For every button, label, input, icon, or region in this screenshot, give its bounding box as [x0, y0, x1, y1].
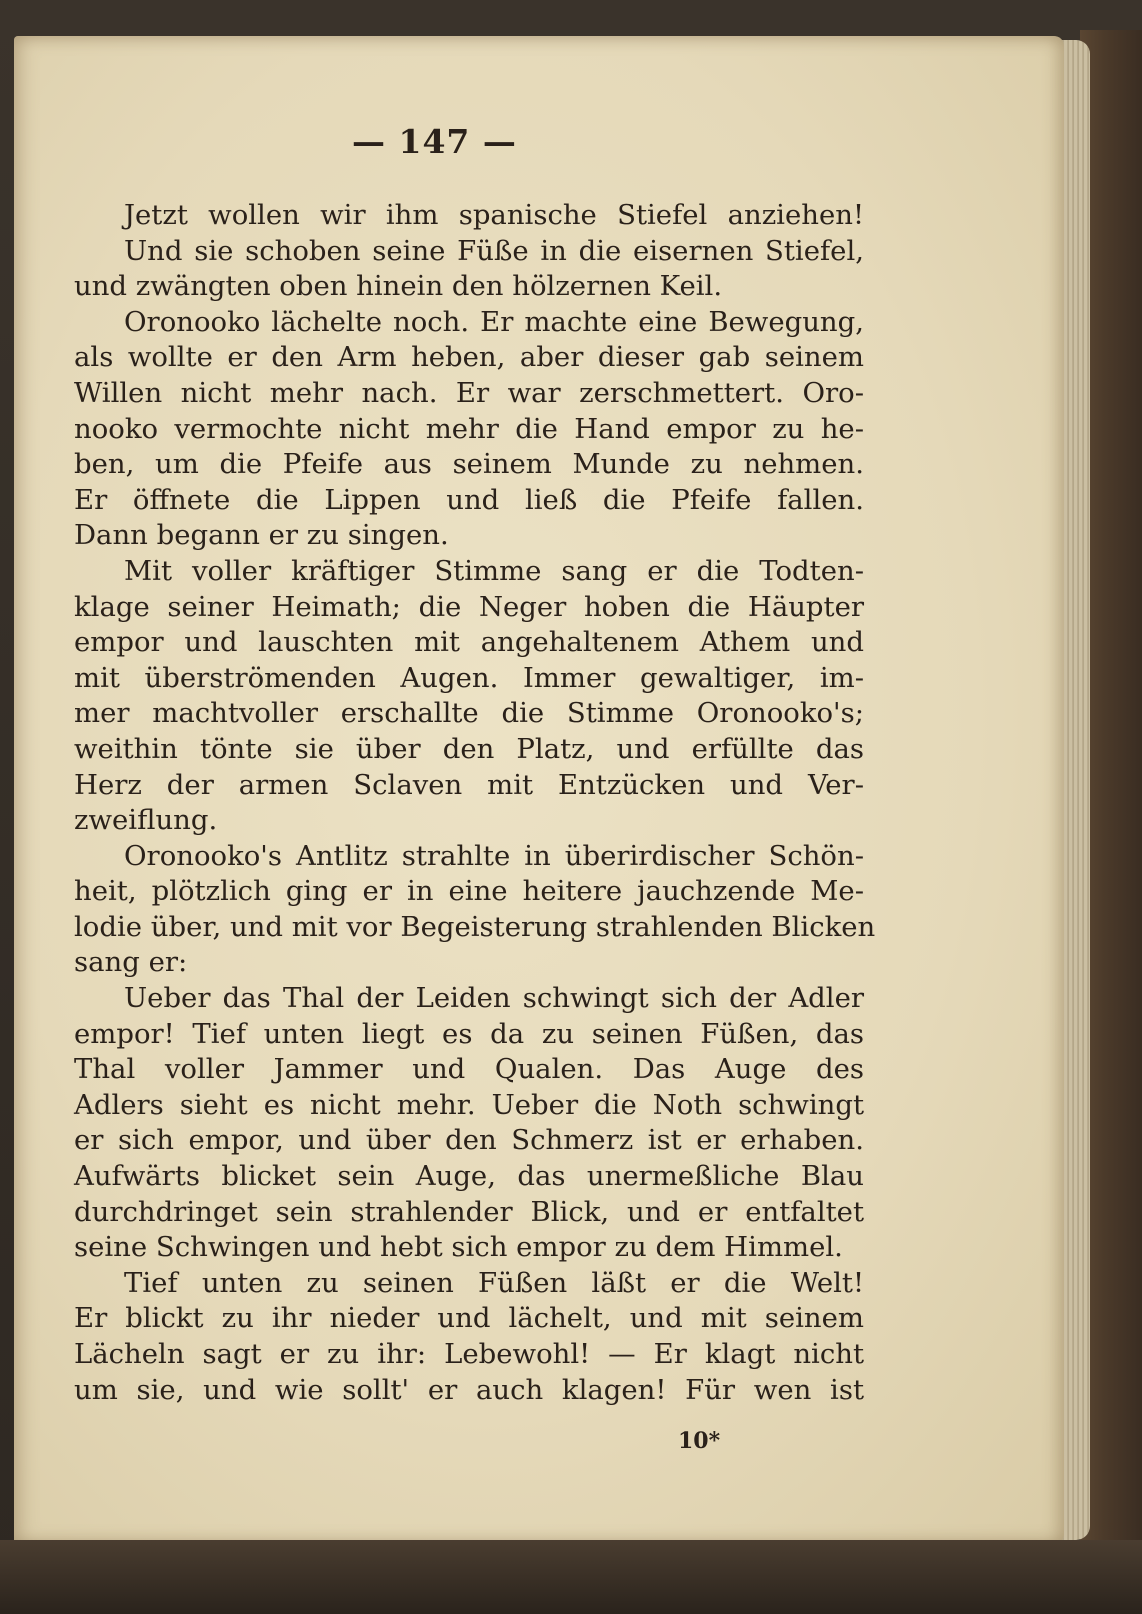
text-line: empor! Tief unten liegt es da zu seinen Füßen, das [74, 1017, 864, 1050]
text-line: empor und lauschten mit angehaltenem Athem und [74, 626, 864, 659]
text-line: Mit voller kräftiger Stimme sang er die Todten- [124, 554, 864, 587]
text-line: zweiflung. [74, 804, 218, 837]
printer-signature: 10* [678, 1428, 721, 1454]
text-line: durchdringet sein strahlender Blick, und er entfaltet [74, 1195, 864, 1228]
text-line: nooko vermochte nicht mehr die Hand empor zu he- [74, 412, 864, 445]
text-line: mit überströmenden Augen. Immer gewaltiger, im- [74, 661, 864, 694]
text-line: er sich empor, und über den Schmerz ist er erhaben. [74, 1124, 864, 1157]
text-line: Aufwärts blicket sein Auge, das unermeßliche Blau [74, 1160, 864, 1193]
text-line: als wollte er den Arm heben, aber dieser gab seinem [74, 341, 864, 374]
text-line: weithin tönte sie über den Platz, und erfüllte das [74, 732, 864, 765]
text-line: lodie über, und mit vor Begeisterung strahlenden Blicken [74, 910, 876, 943]
page-number: — 147 — [352, 122, 517, 161]
body-text [74, 198, 876, 1408]
text-line: und zwängten oben hinein den hölzernen Keil. [74, 270, 723, 303]
text-line: Und sie schoben seine Füße in die eisernen Stiefel, [124, 234, 864, 267]
text-line: sang er: [74, 946, 188, 979]
text-line: Lächeln sagt er zu ihr: Lebewohl! — Er klagt nicht [74, 1338, 864, 1370]
text-line: Ueber das Thal der Leiden schwingt sich der Adler [124, 982, 864, 1015]
text-line: Herz der armen Sclaven mit Entzücken und Ver- [74, 768, 864, 801]
text-line: klage seiner Heimath; die Neger hoben die Häupter [74, 590, 864, 623]
text-line: mer machtvoller erschallte die Stimme Oronooko's; [74, 697, 864, 730]
text-line: Er blickt zu ihr nieder und lächelt, und mit seinem [74, 1302, 864, 1335]
text-line: Oronooko's Antlitz strahlte in überirdischer Schön- [124, 839, 864, 872]
text-line: Er öffnete die Lippen und ließ die Pfeife fallen. [74, 483, 864, 516]
text-line: seine Schwingen und hebt sich empor zu dem Himmel. [74, 1231, 843, 1264]
text-line: heit, plötzlich ging er in eine heitere jauchzende Me- [74, 875, 864, 908]
text-line: Willen nicht mehr nach. Er war zerschmettert. Oro- [74, 376, 864, 409]
text-line: Oronooko lächelte noch. Er machte eine Bewegung, [124, 305, 864, 338]
text-line: Adlers sieht es nicht mehr. Ueber die Noth schwingt [74, 1088, 864, 1121]
text-line: Jetzt wollen wir ihm spanische Stiefel anziehen! [124, 199, 864, 231]
text-line: Tief unten zu seinen Füßen läßt er die Welt! [124, 1266, 864, 1299]
text-line: um sie, und wie sollt' er auch klagen! Für wen ist [74, 1373, 864, 1406]
book-bottom-edge [0, 1540, 1142, 1614]
text-line: Dann begann er zu singen. [74, 519, 449, 552]
text-line: ben, um die Pfeife aus seinem Munde zu nehmen. [74, 448, 864, 481]
text-line: Thal voller Jammer und Qualen. Das Auge des [74, 1053, 864, 1086]
